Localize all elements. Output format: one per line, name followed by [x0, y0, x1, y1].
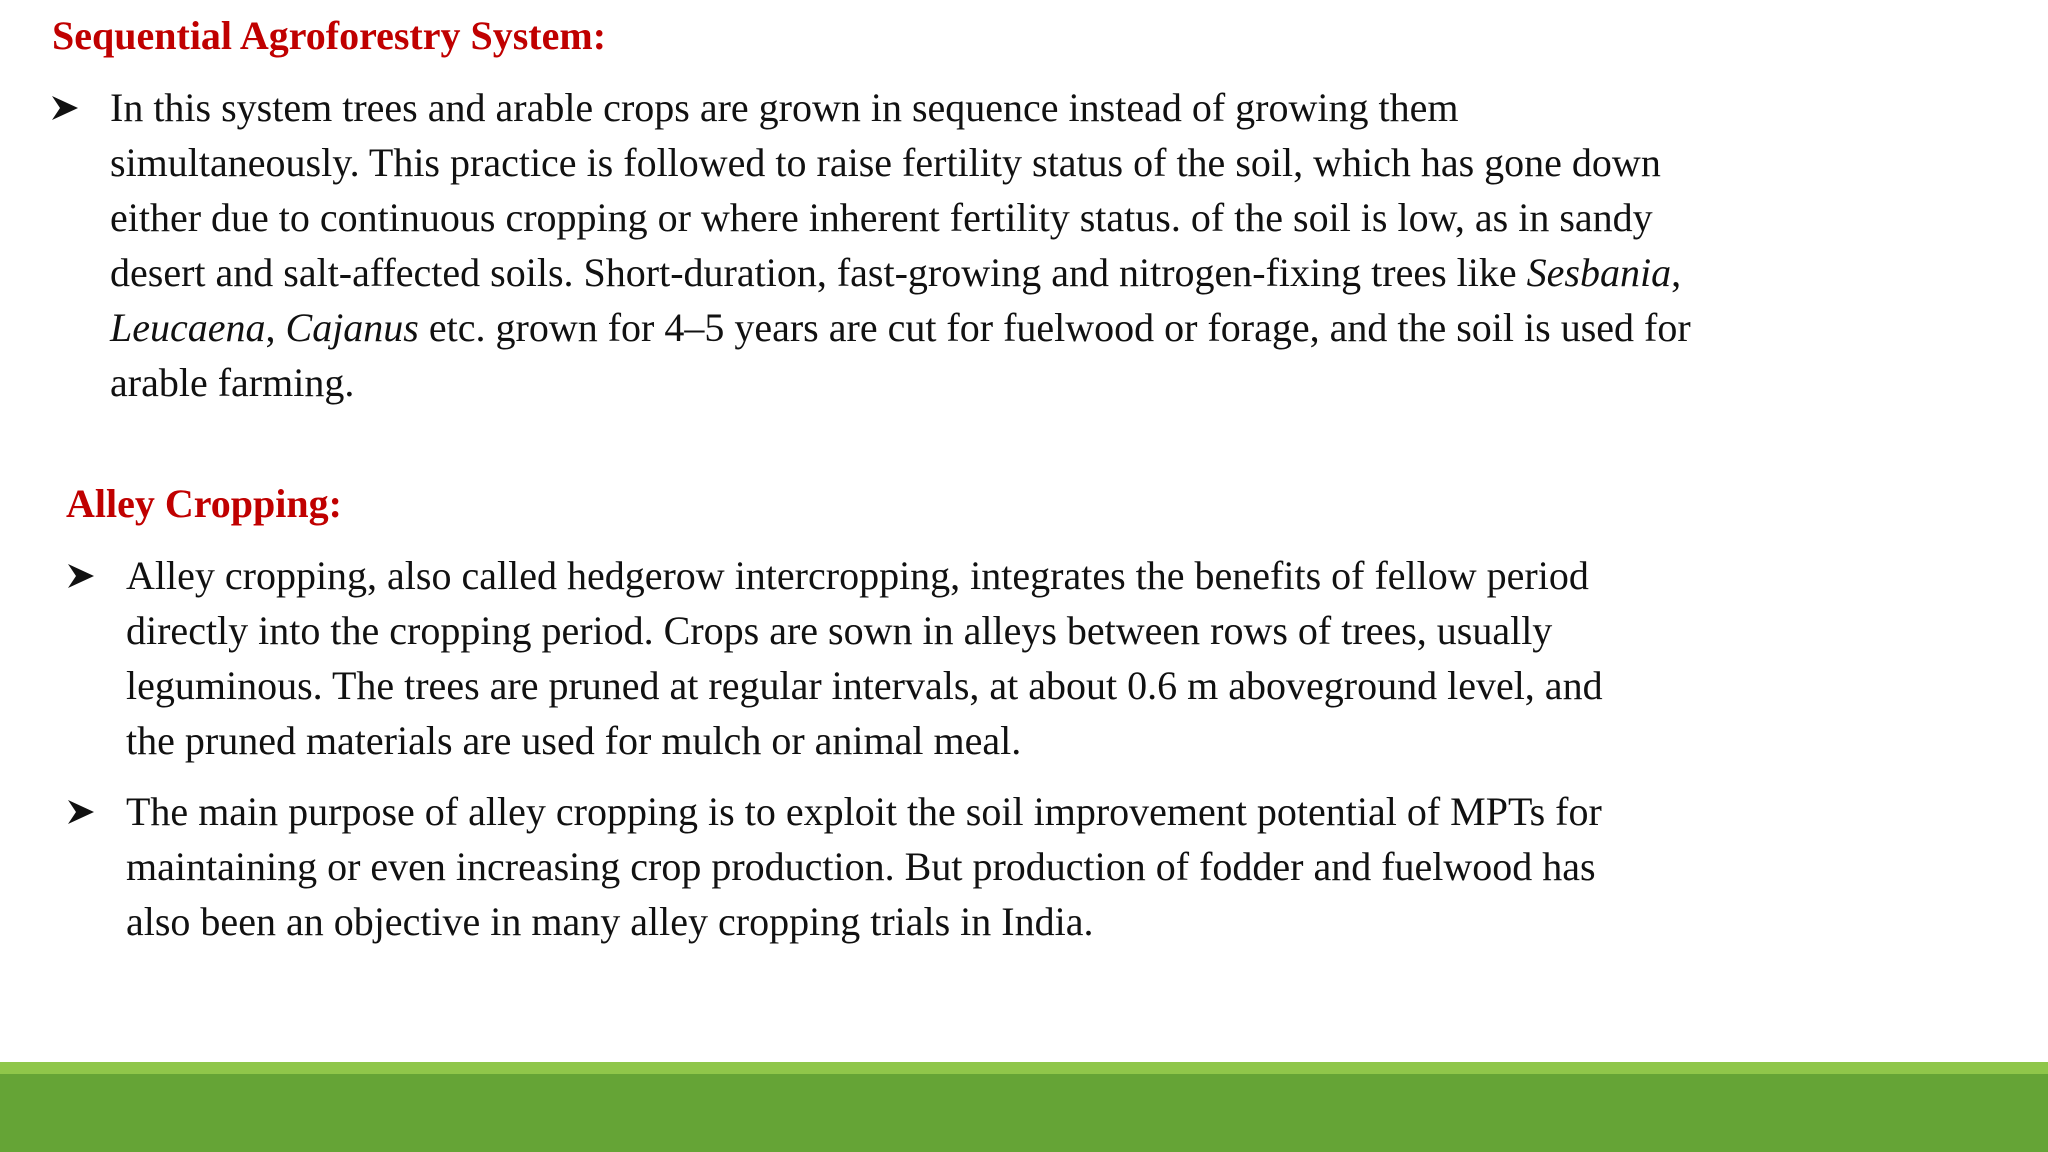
- text-segment: ,: [265, 305, 286, 350]
- text-line: leguminous. The trees are pruned at regular intervals, at about 0.6 m aboveground level, and: [126, 663, 1603, 708]
- footer-band-light: [0, 1062, 2048, 1074]
- text-line: Alley cropping, also called hedgerow intercropping, integrates the benefits of fellow period: [126, 553, 1589, 598]
- text-line: the pruned materials are used for mulch or animal meal.: [126, 718, 1022, 763]
- text-line: arable farming.: [110, 360, 355, 405]
- species-name-cajanus: Cajanus: [285, 305, 419, 350]
- text-line: In this system trees and arable crops are grown in sequence instead of growing them: [110, 85, 1459, 130]
- text-line: maintaining or even increasing crop production. But production of fodder and fuelwood has: [126, 844, 1596, 889]
- text-line: [110, 245, 1691, 300]
- text-line: The main purpose of alley cropping is to exploit the soil improvement potential of MPTs for: [126, 789, 1602, 834]
- text-line: simultaneously. This practice is followed to raise fertility status of the soil, which has gone down: [110, 140, 1661, 185]
- text-line: directly into the cropping period. Crops are sown in alleys between rows of trees, usually: [126, 608, 1553, 653]
- text-segment: desert and salt-affected soils. Short-duration, fast-growing and nitrogen-fixing trees like: [110, 250, 1527, 295]
- bullet-text: [126, 784, 1602, 949]
- text-line: also been an objective in many alley cropping trials in India.: [126, 899, 1094, 944]
- section-heading-alley-cropping: Alley Cropping:: [66, 481, 342, 526]
- text-line: [110, 300, 1691, 355]
- footer-band-dark: [0, 1074, 2048, 1152]
- bullet-text: [110, 80, 1691, 410]
- species-name-sesbania: Sesbania: [1526, 250, 1672, 295]
- text-line: either due to continuous cropping or where inherent fertility status. of the soil is low, as in sandy: [110, 195, 1653, 240]
- arrowhead-bullet-icon: [52, 80, 92, 135]
- arrowhead-bullet-icon: [68, 548, 108, 603]
- section-heading-sequential-agroforestry: Sequential Agroforestry System:: [52, 13, 607, 58]
- text-segment: etc. grown for 4–5 years are cut for fuelwood or forage, and the soil is used for: [418, 305, 1691, 350]
- arrowhead-bullet-icon: [68, 784, 108, 839]
- text-segment: ,: [1671, 250, 1682, 295]
- species-name-leucaena: Leucaena: [110, 305, 266, 350]
- bullet-text: [126, 548, 1603, 768]
